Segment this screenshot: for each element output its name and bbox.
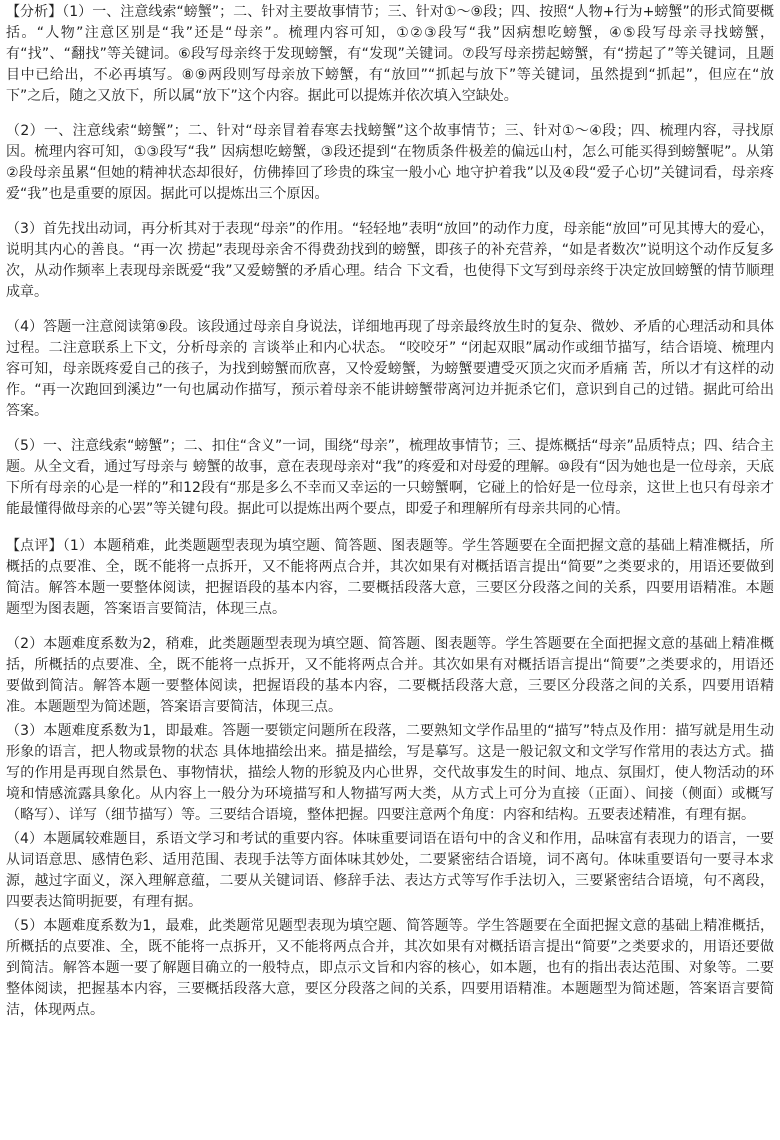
comment-section bbox=[6, 536, 774, 1021]
analysis-paragraph-5: （5）一、注意线索“螃蟹”；二、扣住“含义”一词，围绕“母亲”，梳理故事情节；三、提炼概括“母亲”品质特点；四、结合主题。从全文看，通过写母亲与 螃蟹的故事，意在表现母亲对“我”的疼爱和对母爱的理解。⑩段有“因为她也是一位母亲，天底下所有母亲的心是一样的”和12段有“那是多么不幸而又幸运的一只螃蟹啊，它碰上的恰好是一位母亲，这世上也只有母亲才能最懂得做母亲的心罢”等关键句段。据此可以提炼出两个要点，即爱子和理解所有母亲共同的心情。 bbox=[6, 438, 774, 517]
analysis-paragraph-4: （4）答题一注意阅读第⑨段。该段通过母亲自身说法，详细地再现了母亲最终放生时的复杂、微妙、矛盾的心理活动和具体过程。二注意联系上下文，分析母亲的 言谈举止和内心状态。 “咬咬牙” “闭起双眼”属动作或细节描写，结合语境、梳理内容可知，母亲既疼爱自己的孩子，为找到螃蟹而欣喜，又怜爱螃蟹，为螃蟹要遭受灭顶之灾而矛盾痛 苦，所以才有这样的动作。“再一次跑回到溪边”一句也属动作描写，预示着母亲不能讲螃蟹带离河边并扼杀它们，意识到自己的过错。据此可给出答案。 bbox=[6, 319, 774, 419]
analysis-paragraph-3: （3）首先找出动词，再分析其对于表现“母亲”的作用。“轻轻地”表明“放回”的动作力度，母亲能“放回”可见其博大的爱心，说明其内心的善良。“再一次 捞起”表现母亲舍不得费劲找到的螃蟹，即孩子的补充营养，“如是者数次”说明这个动作反复多次，从动作频率上表现母亲既爱“我”又爱螃蟹的矛盾心理。结合 下文看，也使得下文写到母亲终于决定放回螃蟹的情节顺理成章。 bbox=[6, 221, 774, 300]
comment-paragraph-5: （5）本题难度系数为1，最难，此类题常见题型表现为填空题、简答题等。学生答题要在全面把握文意的基础上精准概括，所概括的点要准、全，既不能将一点拆开，又不能将两点合并，其次如果有对概括语言提出“简要”之类要求的，用语还要做到简洁。解答本题一要了解题目确立的一般特点，即点示文旨和内容的核心，如本题，也有的指出表达范围、对象等。二要整体阅读，把握基本内容，三要概括段落大意，要区分段落之间的关系，四要用语精准。本题题型为简述题，答案语言要简洁，体现两点。 bbox=[6, 918, 774, 1018]
comment-paragraph-2: （2）本题难度系数为2，稍难，此类题题型表现为填空题、简答题、图表题等。学生答题要在全面把握文意的基础上精准概括，所概括的点要准、全，既不能将一点拆开，又不能将两点合并。其次如果有对概括语言提出“简要”之类要求的，用语还要做到简洁。解答本题一要整体阅读，把握语段的基本内容，二要概括段落大意，三要区分段落之间的关系，四要用语精准。本题题型为简述题，答案语言要简洁，体现三点。 bbox=[6, 636, 774, 715]
analysis-paragraph-1: 【分析】（1）一、注意线索“螃蟹”；二、针对主要故事情节；三、针对①～⑨段；四、按照“人物+行为+螃蟹”的形式简要概括。“人物”注意区别是“我”还是“母亲”。梳理内容可知，①②③段写“我”因病想吃螃蟹，④⑤段写母亲寻找螃蟹，有“找”、“翻找”等关键词。⑥段写母亲终于发现螃蟹，有“发现”关键词。⑦段写母亲捞起螃蟹，有“捞起了”等关键词，且题目中已给出，不必再填写。⑧⑨两段则写母亲放下螃蟹，有“放回”“抓起与放下”等关键词，虽然提到“抓起”，但应在“放下”之后，随之又放下，所以属“放下”这个内容。据此可以提炼并依次填入空缺处。 bbox=[6, 4, 774, 104]
comment-paragraph-1: 【点评】（1）本题稍难，此类题题型表现为填空题、简答题、图表题等。学生答题要在全面把握文意的基础上精准概括，所概括的点要准、全，既不能将一点拆开，又不能将两点合并，其次如果有对概括语言提出“简要”之类要求的，用语还要做到简洁。解答本题一要整体阅读，把握语段的基本内容，二要概括段落大意，三要区分段落之间的关系，四要用语精准。本题题型为图表题，答案语言要简洁，体现三点。 bbox=[6, 538, 774, 617]
analysis-paragraph-2: （2）一、注意线索“螃蟹”；二、针对“母亲冒着春寒去找螃蟹”这个故事情节；三、针对①～④段；四、梳理内容，寻找原因。梳理内容可知，①③段写“我” 因病想吃螃蟹，③段还提到“在物质条件极差的偏远山村，怎么可能买得到螃蟹呢”。从第②段母亲虽累“但她的精神状态却很好，仿佛捧回了珍贵的珠宝一般小心 地守护着我”以及④段“爱子心切”关键词看，母亲疼爱“我”也是重要的原因。据此可以提炼出三个原因。 bbox=[6, 123, 774, 202]
analysis-section bbox=[6, 2, 774, 520]
comment-paragraph-3: （3）本题难度系数为1，即最难。答题一要锁定问题所在段落，二要熟知文学作品里的“描写”特点及作用：描写就是用生动形象的语言，把人物或景物的状态 具体地描绘出来。描是描绘，写是摹写。这是一般记叙文和文学写作常用的表达方式。描写的作用是再现自然景色、事物情状，描绘人物的形貌及内心世界，交代故事发生的时间、地点、氛围灯，使人物活动的环境和情感流露具象化。从内容上一般分为环境描写和人物描写两大类，从方式上可分为直接（正面）、间接（侧面）或概写（略写）、详写（细节描写）等。三要结合语境，整体把握。四要注意两个角度：内容和结构。五要表述精准，有理有据。 bbox=[6, 723, 774, 823]
comment-paragraph-4: （4）本题属较难题目，系语文学习和考试的重要内容。体味重要词语在语句中的含义和作用，品味富有表现力的语言，一要从词语意思、感情色彩、适用范围、表现手法等方面体味其妙处，二要紧密结合语境，词不离句。体味重要语句一要寻本求源，越过字面义，深入理解意蕴，二要从关键词语、修辞手法、表达方式等写作手法切入，三要紧密结合语境，句不离段，四要表达简明扼要，有理有据。 bbox=[6, 831, 774, 910]
